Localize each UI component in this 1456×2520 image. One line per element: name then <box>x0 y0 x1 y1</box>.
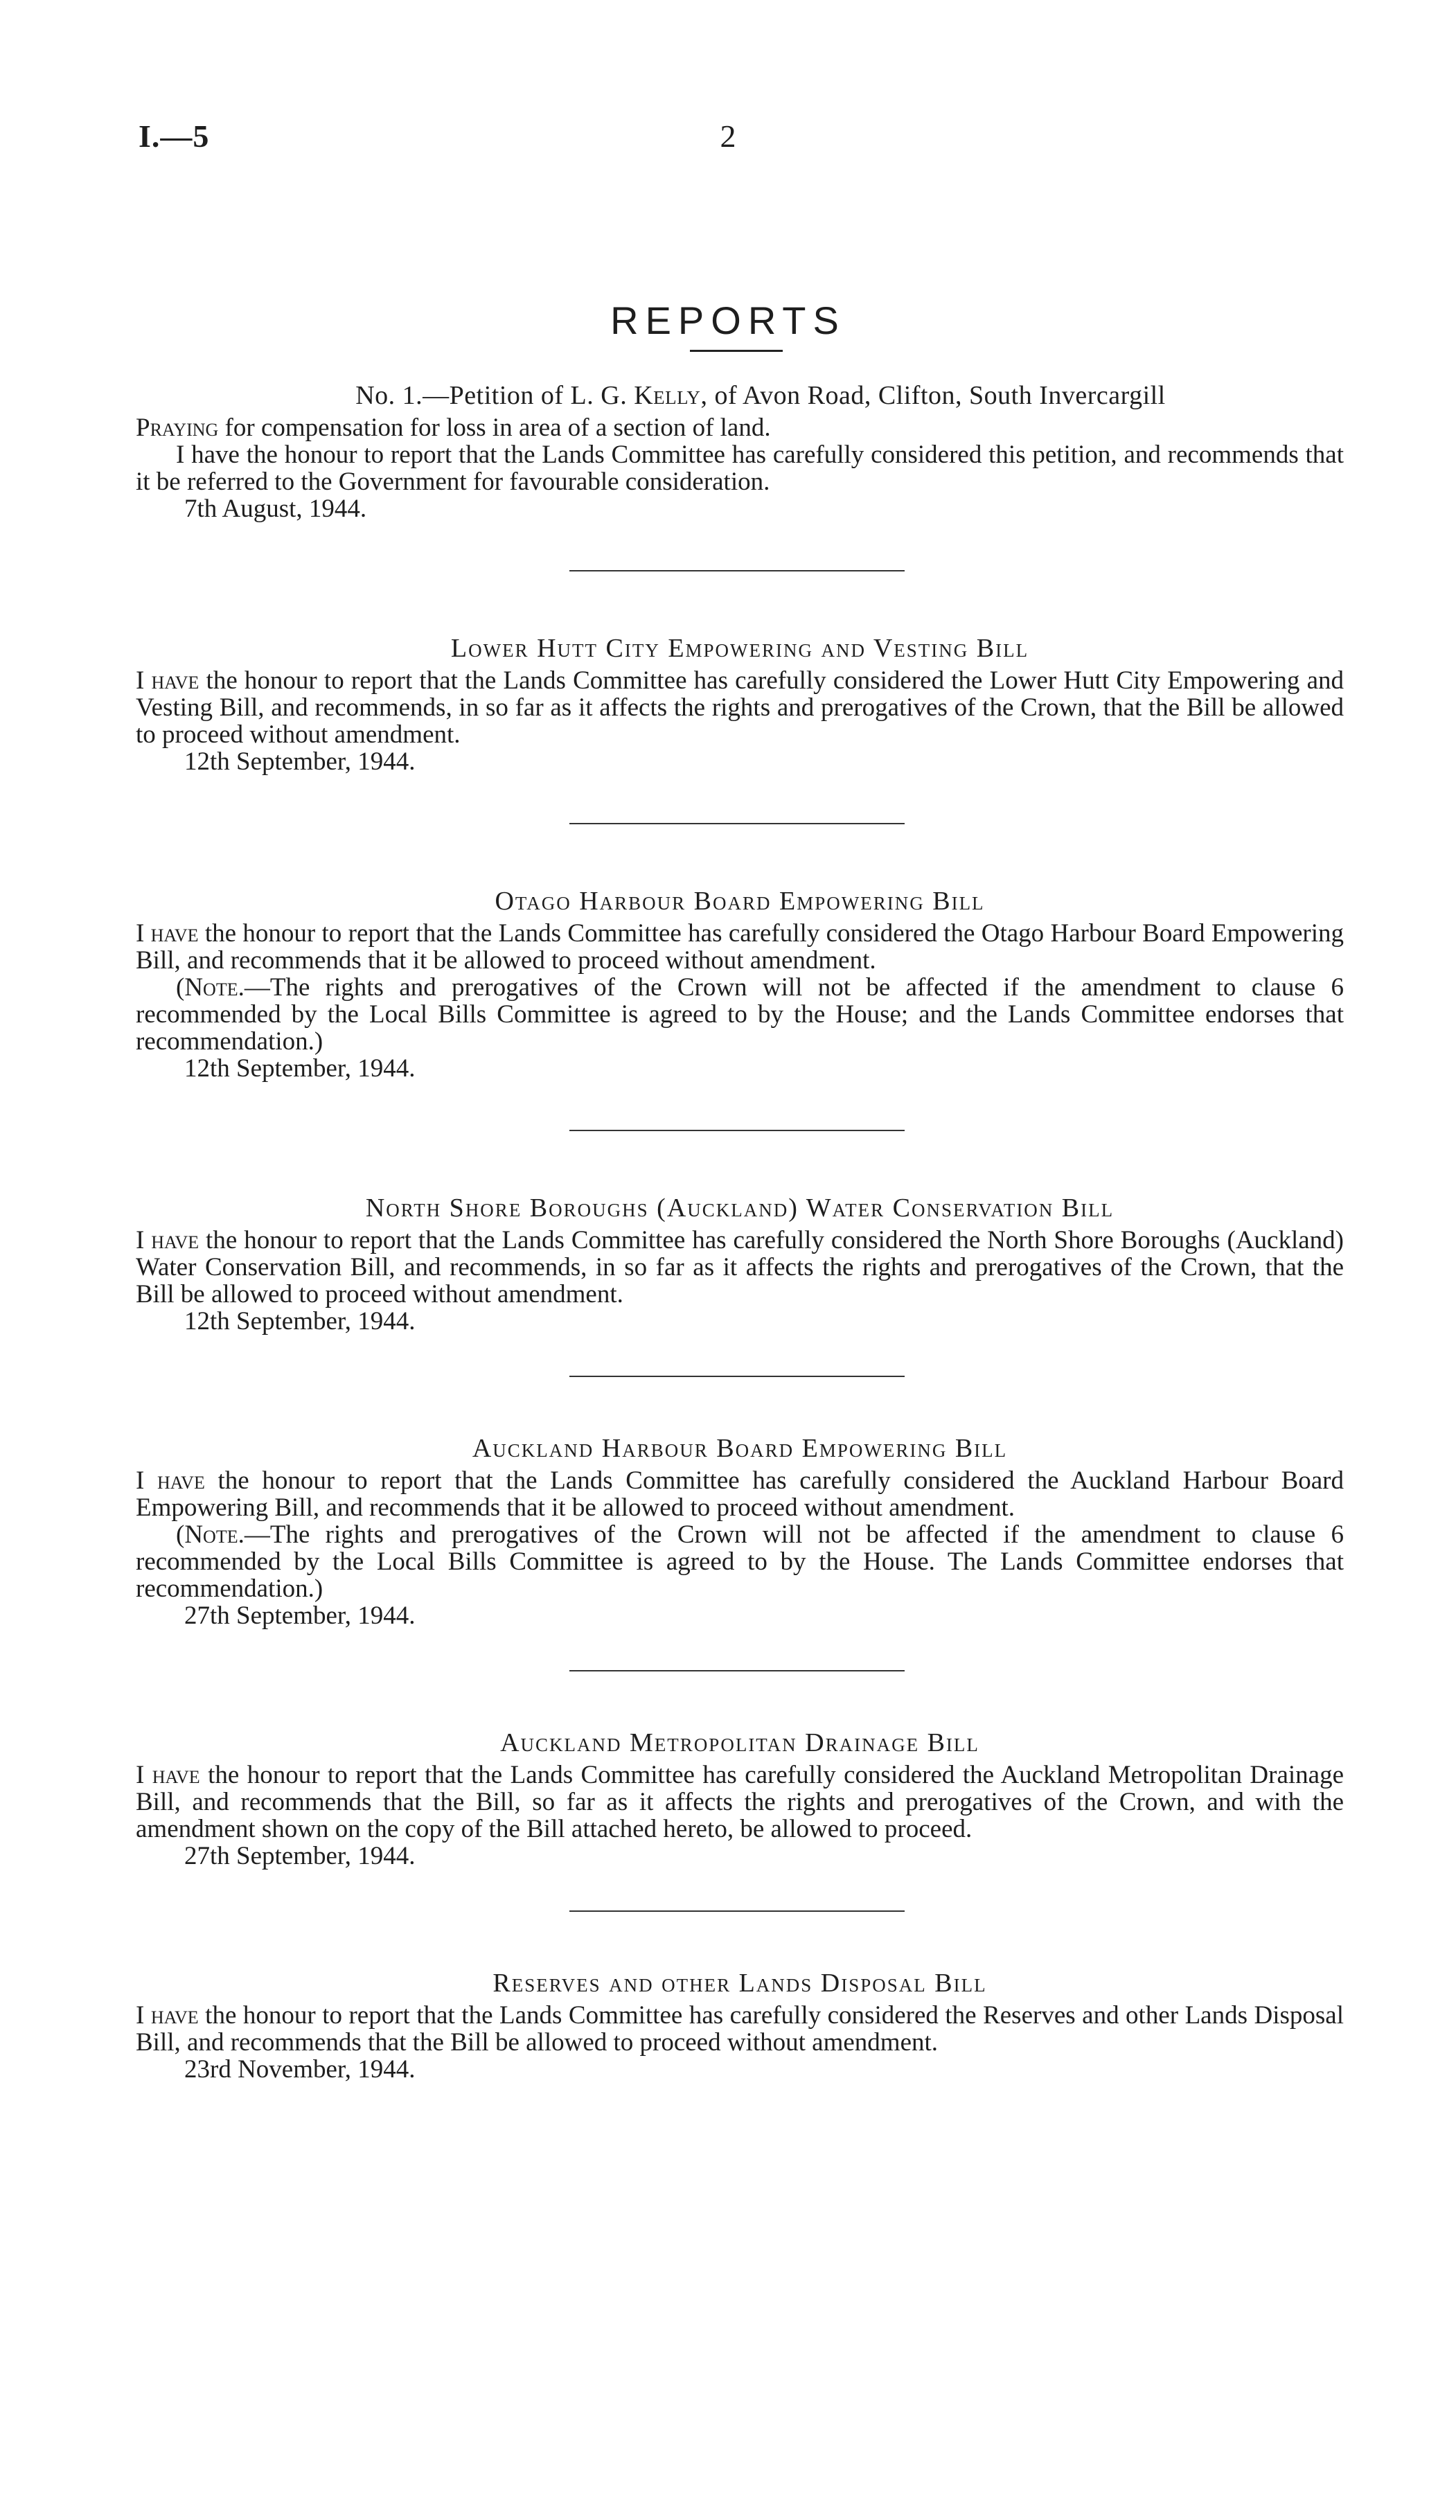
report-paragraph <box>136 2002 1344 2056</box>
section-heading: Auckland Harbour Board Empowering Bill <box>472 1434 1008 1463</box>
report-date: 27th September, 1944. <box>184 1601 416 1630</box>
report-paragraph <box>136 1762 1344 1843</box>
report-paragraph <box>136 667 1344 748</box>
document-reference: I.—5 <box>139 118 210 154</box>
reports-body <box>136 380 1344 2084</box>
note-body: .—The rights and prerogatives of the Crown will not be affected if the amendment to clause 6 recommended by the Local Bills Committee is agreed to by the House. The Lands Committee endorses that recommendation.) <box>136 1520 1344 1603</box>
paragraph-lead: I have <box>136 2001 199 2030</box>
paragraph-lead: I have <box>136 1226 199 1254</box>
report-lower-hutt <box>136 632 1344 776</box>
section-divider <box>569 1130 905 1131</box>
note-label: Note <box>184 1520 238 1549</box>
note-open: ( <box>176 973 185 1002</box>
report-note <box>136 1521 1344 1602</box>
note-open: ( <box>176 1520 185 1549</box>
paragraph-body: the honour to report that the Lands Committee has carefully considered the Reserves and other Lands Disposal Bill, and recommends that the Bill be allowed to proceed without amendment. <box>136 2001 1344 2057</box>
section-heading: Otago Harbour Board Empowering Bill <box>495 887 985 916</box>
page-title: REPORTS <box>610 298 846 342</box>
section-heading: Lower Hutt City Empowering and Vesting Bill <box>450 634 1029 663</box>
section-divider <box>569 1910 905 1912</box>
paragraph-body: the honour to report that the Lands Committee has carefully considered the Otago Harbour Board Empowering Bill, and recommends that it be allowed to proceed without amendment. <box>136 919 1344 975</box>
report-petition-kelly <box>136 380 1344 523</box>
note-label: Note <box>184 973 238 1002</box>
section-divider <box>569 1376 905 1377</box>
section-heading: Auckland Metropolitan Drainage Bill <box>500 1728 979 1757</box>
report-reserves-lands <box>136 1967 1344 2084</box>
heading-suffix: , of Avon Road, Clifton, South Invercargill <box>700 381 1166 410</box>
report-north-shore <box>136 1192 1344 1336</box>
report-date: 12th September, 1944. <box>184 747 416 776</box>
paragraph-body: the honour to report that the Lands Committee has carefully considered the Auckland Metropolitan Drainage Bill, and recommends that the Bill, so far as it affects the rights and prerogatives of the Crown, and with the amendment shown on the copy of the Bill attached hereto, be allowed to proceed. <box>136 1761 1344 1843</box>
paragraph-lead: Praying <box>136 414 219 442</box>
report-note <box>136 974 1344 1055</box>
report-date: 27th September, 1944. <box>184 1842 416 1870</box>
report-paragraph <box>136 1227 1344 1308</box>
report-auckland-harbour <box>136 1432 1344 1630</box>
note-body: .—The rights and prerogatives of the Crown will not be affected if the amendment to clause 6 recommended by the Local Bills Committee is agreed to by the House; and the Lands Committee endorses that recommendation.) <box>136 973 1344 1056</box>
heading-name: Kelly <box>634 381 701 410</box>
report-paragraph: I have the honour to report that the Lands Committee has carefully considered this petition, and recommends that it be referred to the Government for favourable consideration. <box>136 441 1344 496</box>
paragraph-body: for compensation for loss in area of a section of land. <box>218 414 771 442</box>
paragraph-body: the honour to report that the Lands Committee has carefully considered the Lower Hutt City Empowering and Vesting Bill, and recommends, in so far as it affects the rights and prerogatives of the Crown, that the Bill be allowed to proceed without amendment. <box>136 666 1344 749</box>
paragraph-body: the honour to report that the Lands Committee has carefully considered the Auckland Harbour Board Empowering Bill, and recommends that it be allowed to proceed without amendment. <box>136 1466 1344 1522</box>
report-date: 12th September, 1944. <box>184 1307 416 1336</box>
section-divider <box>569 1670 905 1671</box>
paragraph-lead: I have <box>136 666 199 695</box>
title-divider <box>690 350 783 352</box>
report-paragraph <box>136 920 1344 974</box>
section-heading: Reserves and other Lands Disposal Bill <box>492 1969 987 1998</box>
report-paragraph <box>136 414 1344 441</box>
report-date: 12th September, 1944. <box>184 1054 416 1083</box>
section-divider <box>569 570 905 571</box>
report-otago-harbour <box>136 885 1344 1083</box>
section-heading: North Shore Boroughs (Auckland) Water Conservation Bill <box>365 1194 1115 1223</box>
paragraph-lead: I have <box>136 1466 205 1495</box>
report-date: 7th August, 1944. <box>184 495 367 523</box>
heading-prefix: No. 1.—Petition of L. G. <box>355 381 634 410</box>
paragraph-lead: I have <box>136 1761 200 1789</box>
paragraph-body: the honour to report that the Lands Committee has carefully considered the North Shore Boroughs (Auckland) Water Conservation Bill, and recommends, in so far as it affects the rights and prerogatives of the Crown, that the Bill be allowed to proceed without amendment. <box>136 1226 1344 1308</box>
report-date: 23rd November, 1944. <box>184 2055 416 2084</box>
page-number: 2 <box>720 118 736 154</box>
section-divider <box>569 823 905 824</box>
paragraph-lead: I have <box>136 919 199 948</box>
section-heading <box>136 380 1344 411</box>
report-paragraph <box>136 1467 1344 1521</box>
report-auckland-drainage <box>136 1727 1344 1870</box>
